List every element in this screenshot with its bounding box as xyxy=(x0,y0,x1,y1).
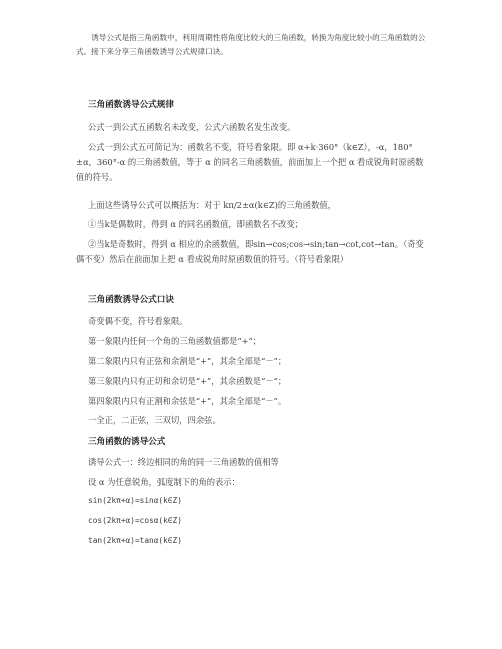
paragraph: 公式一到公式五函数名未改变，公式六函数名发生改变。 xyxy=(88,122,296,132)
paragraph-wrapped xyxy=(76,140,431,185)
paragraph: 第三象限内只有正切和余切是“+”，其余函数是“－”； xyxy=(88,376,287,386)
intro-text: 诱导公式是指三角函数中，利用周期性将角度比较大的三角函数，转换为角度比较小的三角函数的公式。接下来分享三角函数诱导公式规律口诀。 xyxy=(76,33,426,56)
paragraph-text: 公式一到公式五可简记为：函数名不变，符号看象限。即 α+k·360°（k∈Z），-α，180°±α，360°-α 的三角函数值，等于 α 的同名三角函数值，前面加上一个把 α 看成锐角时原函数值的符号。 xyxy=(76,142,424,182)
paragraph: 一全正，二正弦，三双切，四余弦。 xyxy=(88,415,221,425)
paragraph: 设 α 为任意锐角，弧度制下的角的表示： xyxy=(88,477,240,487)
paragraph: 第一象限内任何一个角的三角函数值都是“+”； xyxy=(88,336,262,346)
section-title-formulas: 三角函数的诱导公式 xyxy=(88,437,166,447)
paragraph: 奇变偶不变，符号看象限。 xyxy=(88,316,188,326)
formula-line: tan(2kπ+α)=tanα(k∈Z) xyxy=(88,536,182,545)
paragraph-wrapped xyxy=(76,237,431,267)
paragraph: 第四象限内只有正割和余弦是“+”，其余全部是“－”。 xyxy=(88,396,287,406)
paragraph: 诱导公式一：终边相同的角的同一三角函数的值相等 xyxy=(88,457,279,467)
paragraph: 上面这些诱导公式可以概括为：对于 kπ/2±α(k∈Z)的三角函数值， xyxy=(88,200,336,210)
section-title-rules: 三角函数诱导公式规律 xyxy=(88,100,174,110)
paragraph: 第二象限内只有正弦和余割是“+”，其余全部是“－”； xyxy=(88,356,287,366)
formula-line: cos(2kπ+α)=cosα(k∈Z) xyxy=(88,516,182,525)
intro-paragraph xyxy=(76,31,431,59)
paragraph: ①当k是偶数时，得到 α 的同名函数值，即函数名不改变； xyxy=(88,219,304,229)
section-title-mnemonic: 三角函数诱导公式口诀 xyxy=(88,295,174,305)
paragraph-text: ②当k是奇数时，得到 α 相应的余函数值，即sin→cos;cos→sin;tan→cot,cot→tan。（奇变偶不变）然后在前面加上把 α 看成锐角时原函数值的符号。（符号看象限） xyxy=(76,239,424,264)
formula-line: sin(2kπ+α)=sinα(k∈Z) xyxy=(88,496,182,505)
